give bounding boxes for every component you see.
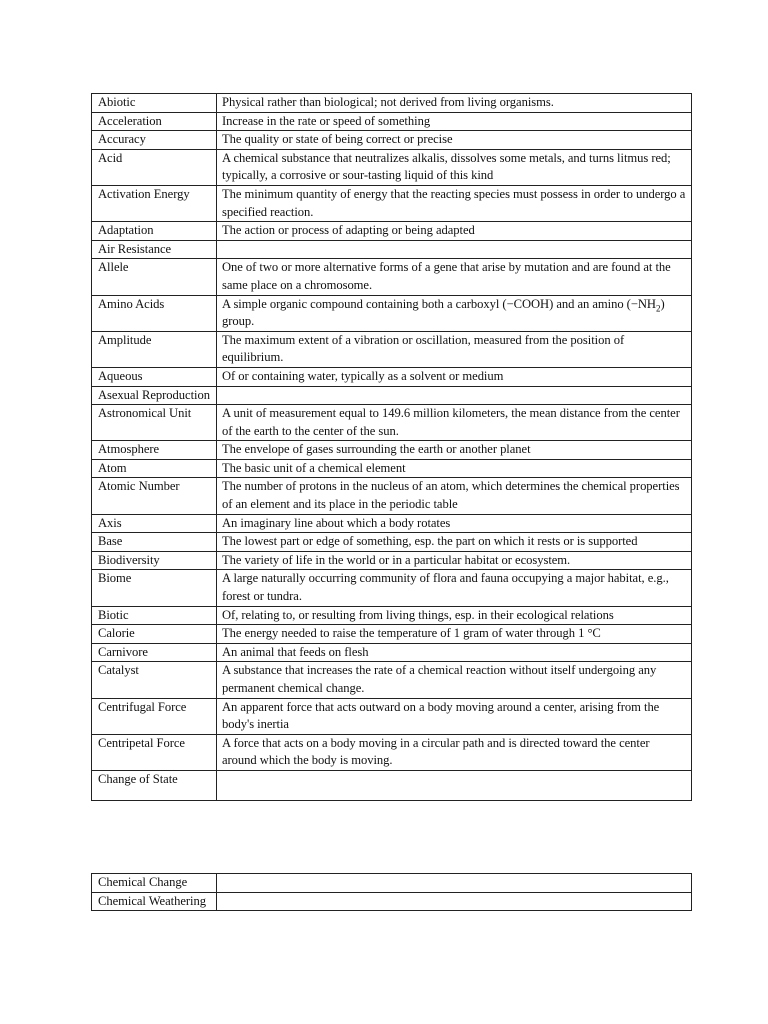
term-cell: Activation Energy <box>92 185 217 221</box>
glossary-table-continued <box>91 873 692 911</box>
table-row <box>92 441 692 460</box>
table-row <box>92 570 692 606</box>
definition-cell: Increase in the rate or speed of something <box>217 112 692 131</box>
term-cell: Atom <box>92 459 217 478</box>
term-cell: Amplitude <box>92 331 217 367</box>
term-cell: Carnivore <box>92 643 217 662</box>
subscript: 2 <box>655 303 661 314</box>
definition-text: ) group. <box>222 296 665 329</box>
definition-cell: Of or containing water, typically as a solvent or medium <box>217 367 692 386</box>
table-row <box>92 606 692 625</box>
definition-cell <box>217 386 692 405</box>
definition-cell: One of two or more alternative forms of a gene that arise by mutation and are found at the same place on a chromosome. <box>217 259 692 295</box>
term-cell: Abiotic <box>92 94 217 113</box>
definition-cell: A substance that increases the rate of a chemical reaction without itself undergoing any permanent chemical change. <box>217 662 692 698</box>
table-row <box>92 662 692 698</box>
term-cell: Accuracy <box>92 131 217 150</box>
definition-cell: The variety of life in the world or in a particular habitat or ecosystem. <box>217 551 692 570</box>
term-cell: Atomic Number <box>92 478 217 514</box>
term-cell: Chemical Change <box>92 874 217 893</box>
term-cell: Biome <box>92 570 217 606</box>
definition-cell: The quality or state of being correct or precise <box>217 131 692 150</box>
term-cell: Catalyst <box>92 662 217 698</box>
definition-cell: Of, relating to, or resulting from living things, esp. in their ecological relations <box>217 606 692 625</box>
term-cell: Amino Acids <box>92 295 217 331</box>
table-row <box>92 770 692 800</box>
definition-text: A simple organic compound containing both a carboxyl (−COOH) and an amino (−NH <box>222 296 656 311</box>
table-row <box>92 149 692 185</box>
definition-cell <box>217 295 692 331</box>
definition-cell: The lowest part or edge of something, esp. the part on which it rests or is supported <box>217 533 692 552</box>
term-cell: Centrifugal Force <box>92 698 217 734</box>
definition-cell: A chemical substance that neutralizes alkalis, dissolves some metals, and turns litmus red; typically, a corrosive or sour-tasting liquid of this kind <box>217 149 692 185</box>
definition-cell: Physical rather than biological; not derived from living organisms. <box>217 94 692 113</box>
glossary-table <box>91 93 692 801</box>
definition-cell: The envelope of gases surrounding the earth or another planet <box>217 441 692 460</box>
term-cell: Axis <box>92 514 217 533</box>
definition-cell: An animal that feeds on flesh <box>217 643 692 662</box>
definition-cell <box>217 770 692 800</box>
term-cell: Base <box>92 533 217 552</box>
table-row <box>92 625 692 644</box>
table-row <box>92 698 692 734</box>
term-cell: Centripetal Force <box>92 734 217 770</box>
definition-cell: The maximum extent of a vibration or oscillation, measured from the position of equilibrium. <box>217 331 692 367</box>
table-row <box>92 259 692 295</box>
definition-cell: A force that acts on a body moving in a circular path and is directed toward the center around which the body is moving. <box>217 734 692 770</box>
term-cell: Biotic <box>92 606 217 625</box>
table-row <box>92 94 692 113</box>
definition-cell: The energy needed to raise the temperature of 1 gram of water through 1 °C <box>217 625 692 644</box>
definition-cell: A large naturally occurring community of flora and fauna occupying a major habitat, e.g., forest or tundra. <box>217 570 692 606</box>
table-row <box>92 533 692 552</box>
term-cell: Astronomical Unit <box>92 405 217 441</box>
table-row <box>92 295 692 331</box>
table-row <box>92 131 692 150</box>
definition-cell: The action or process of adapting or being adapted <box>217 222 692 241</box>
table-row <box>92 112 692 131</box>
term-cell: Adaptation <box>92 222 217 241</box>
table-row <box>92 514 692 533</box>
table-row <box>92 222 692 241</box>
table-row <box>92 185 692 221</box>
definition-cell <box>217 874 692 893</box>
table-row <box>92 874 692 893</box>
term-cell: Aqueous <box>92 367 217 386</box>
table-row <box>92 386 692 405</box>
table-row <box>92 478 692 514</box>
term-cell: Biodiversity <box>92 551 217 570</box>
term-cell: Allele <box>92 259 217 295</box>
table-row <box>92 367 692 386</box>
term-cell: Asexual Reproduction <box>92 386 217 405</box>
definition-cell: A unit of measurement equal to 149.6 million kilometers, the mean distance from the center of the earth to the center of the sun. <box>217 405 692 441</box>
definition-cell: The minimum quantity of energy that the reacting species must possess in order to undergo a specified reaction. <box>217 185 692 221</box>
term-cell: Acid <box>92 149 217 185</box>
definition-cell: The number of protons in the nucleus of an atom, which determines the chemical properties of an element and its place in the periodic table <box>217 478 692 514</box>
definition-cell <box>217 240 692 259</box>
definition-cell: The basic unit of a chemical element <box>217 459 692 478</box>
table-row <box>92 459 692 478</box>
term-cell: Atmosphere <box>92 441 217 460</box>
term-cell: Chemical Weathering <box>92 892 217 911</box>
term-cell: Calorie <box>92 625 217 644</box>
table-row <box>92 734 692 770</box>
table-row <box>92 551 692 570</box>
term-cell: Air Resistance <box>92 240 217 259</box>
table-row <box>92 892 692 911</box>
definition-cell <box>217 892 692 911</box>
table-row <box>92 643 692 662</box>
term-cell: Change of State <box>92 770 217 800</box>
definition-cell: An imaginary line about which a body rotates <box>217 514 692 533</box>
table-row <box>92 331 692 367</box>
term-cell: Acceleration <box>92 112 217 131</box>
definition-cell: An apparent force that acts outward on a body moving around a center, arising from the body's inertia <box>217 698 692 734</box>
table-row <box>92 405 692 441</box>
table-row <box>92 240 692 259</box>
